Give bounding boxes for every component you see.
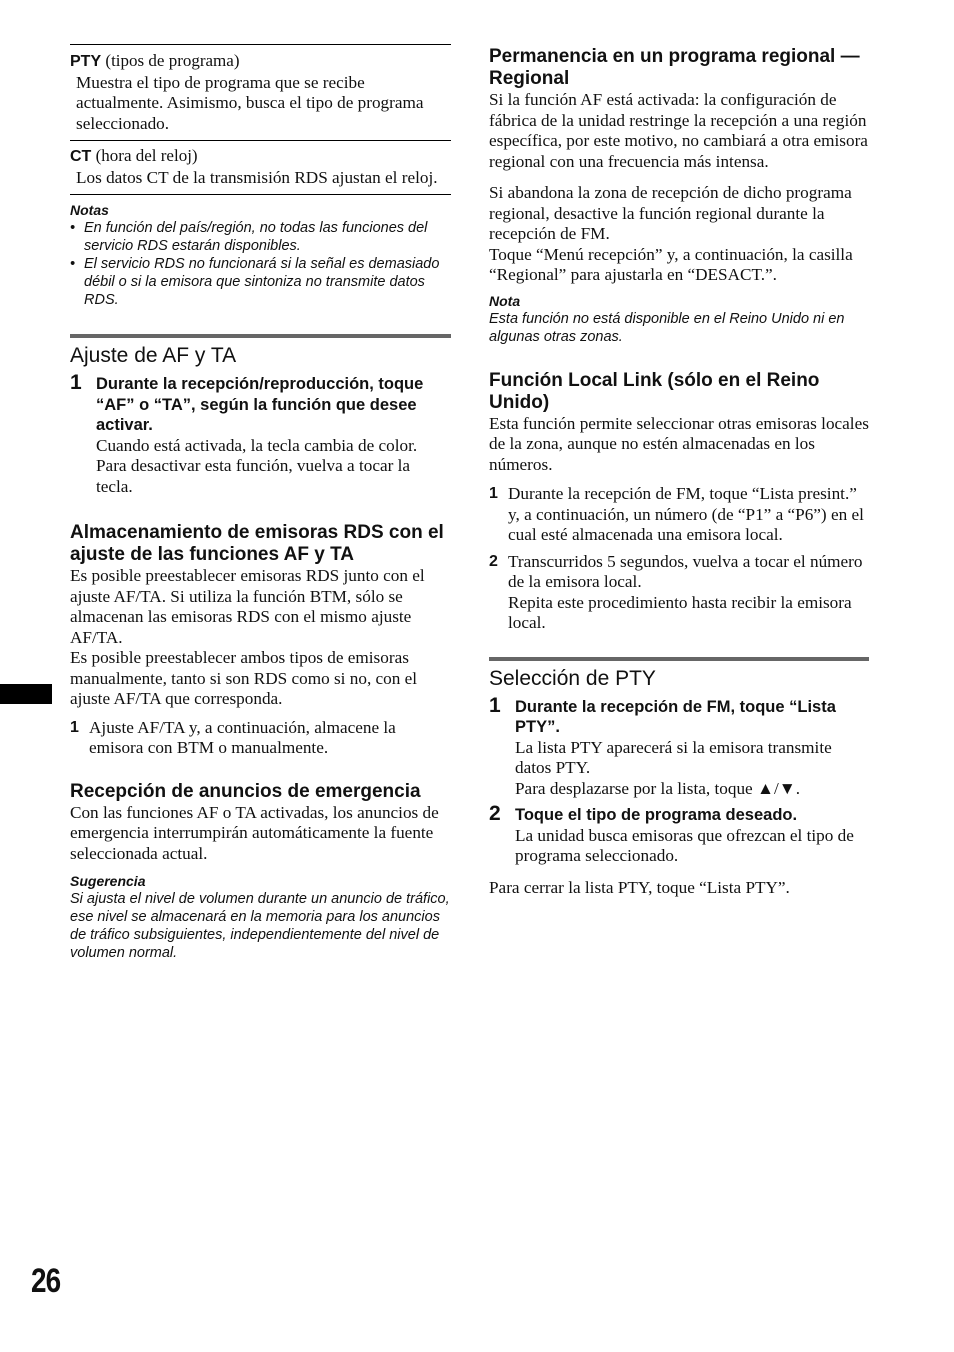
note-text: En función del país/región, no todas las funciones del servicio RDS estarán disponibles. [84,220,428,254]
step-title: Toque el tipo de programa deseado. [515,806,798,824]
pty-step-2 [489,802,869,867]
note-item [70,219,451,255]
notes-heading: Notas [70,202,109,218]
paragraph: Con las funciones AF o TA activadas, los anuncios de emergencia interrumpirán automáticamente la fuente seleccionada actual. [70,802,439,863]
step-body: Para desactivar esta función, vuelva a tocar la tecla. [96,456,410,496]
numbered-item [70,718,451,759]
step-number: 2 [489,802,501,825]
section-title-pty: Selección de PTY [489,657,869,691]
definition-description: Muestra el tipo de programa que se recibe actualmente. Asimismo, busca el tipo de programa seleccionado. [76,72,424,133]
definition-paren: (tipos de programa) [105,51,240,70]
definition-term: PTY [70,53,102,70]
definition-ct [70,140,451,195]
tip-text: Si ajusta el nivel de volumen durante un anuncio de tráfico, ese nivel se almacenará en la memoria para los anuncios de tráfico subsiguientes, independientemente del nivel de volumen normal. [70,891,450,961]
pty-step-1 [489,693,869,800]
item-number: 1 [489,485,498,502]
item-number: 2 [489,552,498,570]
paragraph: Si la función AF está activada: la configuración de fábrica de la unidad restringe la recepción a una región específica, por este motivo, no cambiará a otra emisora regional con una frecuencia más intensa. [489,90,868,171]
bullet-icon: • [70,256,76,272]
definition-paren: (hora del reloj) [95,146,198,165]
step-title: Durante la recepción/reproducción, toque “AF” o “TA”, según la función que desee activar. [96,375,424,434]
paragraph: Toque “Menú recepción” y, a continuación, la casilla “Regional” para ajustarla en “DESACT.”. [489,244,853,284]
step-body: La lista PTY aparecerá si la emisora transmite datos PTY. [515,737,832,777]
item-text: Transcurridos 5 segundos, vuelva a tocar el número de la emisora local. [508,551,863,591]
step-number: 1 [489,693,501,717]
note-text: El servicio RDS no funcionará si la señal es demasiado débil o si la emisora que sintoniza no transmite datos RDS. [84,256,440,308]
paragraph: Es posible preestablecer ambos tipos de emisoras manualmente, tanto si son RDS como si no, con el ajuste AF/TA que corresponda. [70,648,418,708]
note-item [70,255,451,309]
paragraph: Si abandona la zona de recepción de dicho programa regional, desactive la función regional durante la recepción de FM. [489,183,852,243]
numbered-item [489,552,869,634]
paragraph: Esta función permite seleccionar otras emisoras locales de la zona, aunque no estén almacenadas en los números. [489,413,869,474]
left-column [70,44,451,962]
note-text: Esta función no está disponible en el Reino Unido ni en algunas otras zonas. [489,310,845,345]
item-number: 1 [70,718,79,736]
step-body: Cuando está activada, la tecla cambia de color. [96,435,418,455]
item-text: Durante la recepción de FM, toque “Lista presint.” y, a continuación, un número (de “P1” a “P6”) en el cual esté almacenada una emisora local. [508,484,864,544]
section-title-emergency: Recepción de anuncios de emergencia [70,780,421,802]
tip-heading: Sugerencia [70,873,146,889]
section-title-regional: Permanencia en un programa regional — Regional [489,46,860,89]
step-number: 1 [70,371,82,394]
section-tab-marker [0,684,52,704]
item-text: Ajuste AF/TA y, a continuación, almacene la emisora con BTM o manualmente. [89,717,396,757]
section-title-store-rds: Almacenamiento de emisoras RDS con el ajuste de las funciones AF y TA [70,522,444,565]
note-heading: Nota [489,292,521,309]
section-title-local-link: Función Local Link (sólo en el Reino Unido) [489,369,820,413]
paragraph: Es posible preestablecer emisoras RDS junto con el ajuste AF/TA. Si utiliza la función BTM, sólo se almacenan las emisoras RDS con el mismo ajuste AF/TA. [70,566,425,647]
step-body: La unidad busca emisoras que ofrezcan el tipo de programa seleccionado. [515,825,854,865]
page-number: 26 [31,1262,61,1300]
right-column [489,44,869,898]
numbered-item [489,484,869,546]
definition-description: Los datos CT de la transmisión RDS ajustan el reloj. [76,167,438,187]
definition-term: CT [70,148,92,165]
item-text: Repita este procedimiento hasta recibir la emisora local. [508,592,852,632]
step-body: Para desplazarse por la lista, toque ▲/▼. [515,778,801,798]
bullet-icon: • [70,220,76,236]
af-ta-step-1 [70,371,451,497]
section-title-af-ta: Ajuste de AF y TA [70,334,451,368]
paragraph: Para cerrar la lista PTY, toque “Lista PTY”. [489,877,790,897]
step-title: Durante la recepción de FM, toque “Lista PTY”. [515,697,836,736]
definition-pty [70,44,451,140]
